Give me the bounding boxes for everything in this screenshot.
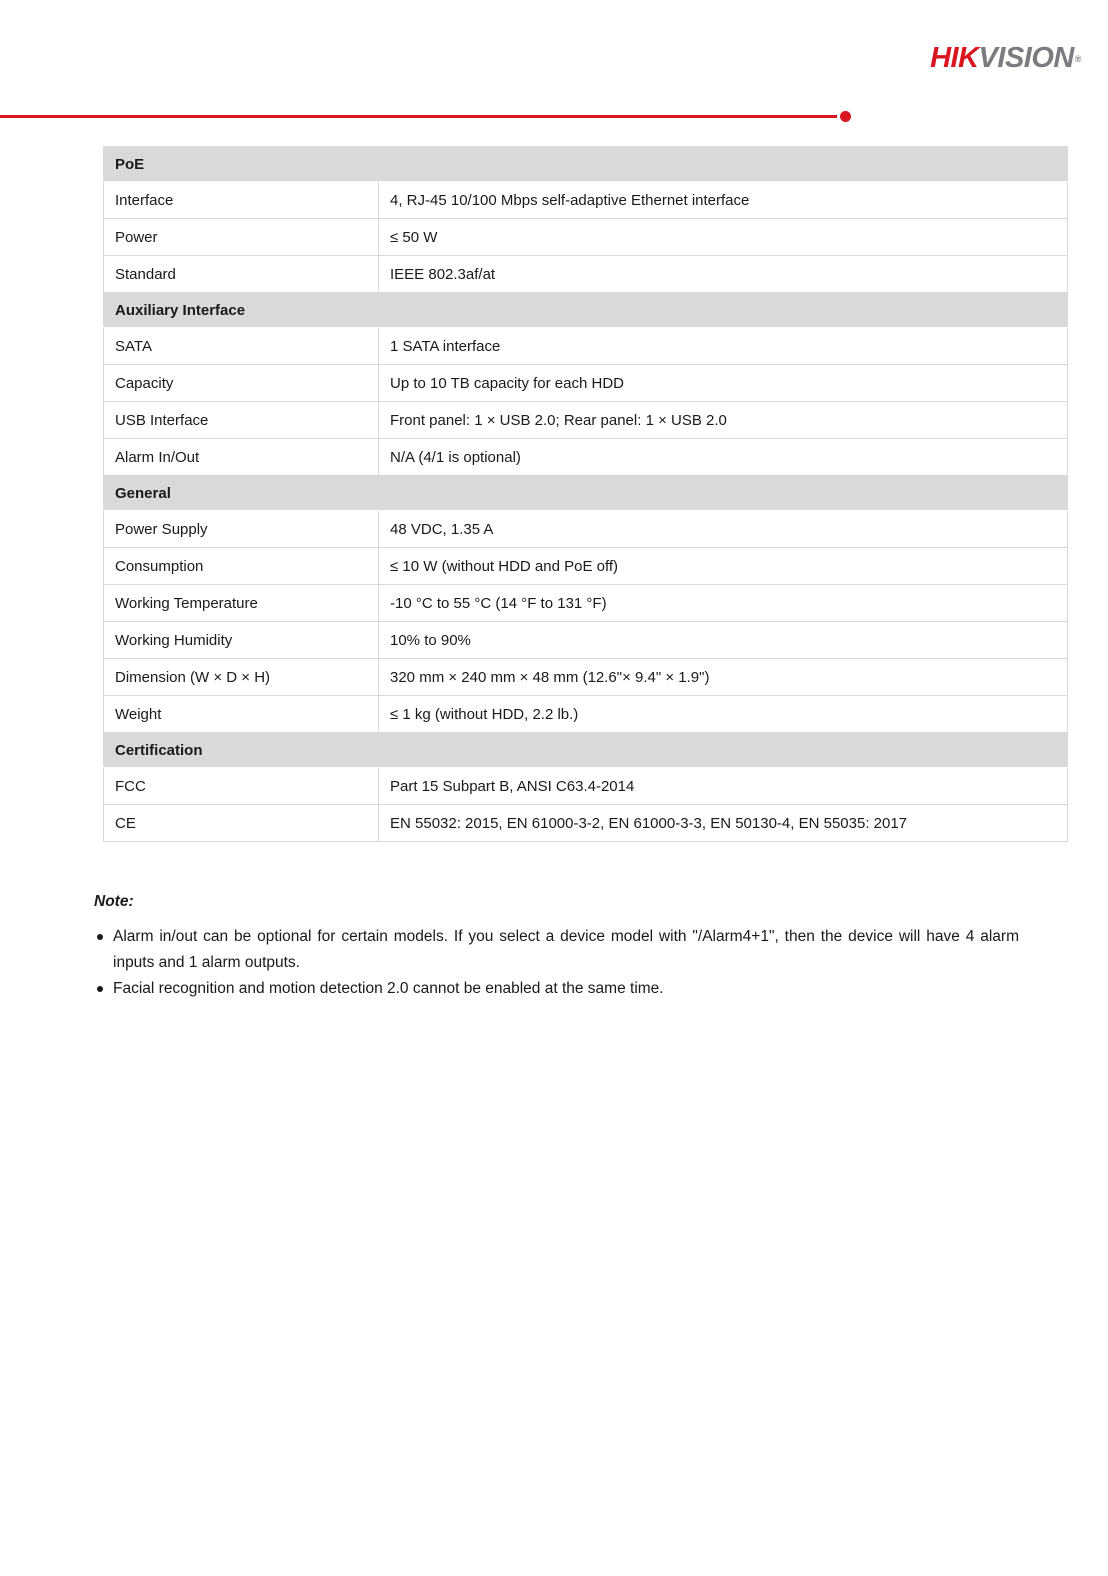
spec-value: IEEE 802.3af/at: [379, 256, 1068, 293]
table-row: [104, 219, 1068, 256]
spec-label: USB Interface: [104, 402, 379, 439]
note-title: Note:: [94, 893, 134, 910]
table-row: [104, 585, 1068, 622]
spec-label: Alarm In/Out: [104, 439, 379, 476]
table-row: [104, 622, 1068, 659]
section-title: Certification: [104, 733, 1068, 768]
note-list: [94, 924, 1019, 1002]
spec-value: -10 °C to 55 °C (14 °F to 131 °F): [379, 585, 1068, 622]
table-row: [104, 659, 1068, 696]
table-row: [104, 256, 1068, 293]
spec-value: ≤ 1 kg (without HDD, 2.2 lb.): [379, 696, 1068, 733]
spec-label: FCC: [104, 768, 379, 805]
spec-value: 10% to 90%: [379, 622, 1068, 659]
spec-label: Interface: [104, 182, 379, 219]
accent-rule: [0, 115, 837, 118]
spec-label: Weight: [104, 696, 379, 733]
table-row: [104, 805, 1068, 842]
spec-label: Dimension (W × D × H): [104, 659, 379, 696]
accent-rule-dot-icon: [840, 111, 851, 122]
spec-value: 4, RJ-45 10/100 Mbps self-adaptive Ethernet interface: [379, 182, 1068, 219]
spec-label: Power Supply: [104, 511, 379, 548]
spec-value: Up to 10 TB capacity for each HDD: [379, 365, 1068, 402]
table-row: [104, 402, 1068, 439]
spec-value: Front panel: 1 × USB 2.0; Rear panel: 1 × USB 2.0: [379, 402, 1068, 439]
section-title: PoE: [104, 147, 1068, 182]
table-row: [104, 511, 1068, 548]
section-header-general: [104, 476, 1068, 511]
spec-value: ≤ 50 W: [379, 219, 1068, 256]
section-title: Auxiliary Interface: [104, 293, 1068, 328]
spec-value: Part 15 Subpart B, ANSI C63.4-2014: [379, 768, 1068, 805]
spec-value: 1 SATA interface: [379, 328, 1068, 365]
spec-value: EN 55032: 2015, EN 61000-3-2, EN 61000-3-3, EN 50130-4, EN 55035: 2017: [379, 805, 1068, 842]
spec-value: ≤ 10 W (without HDD and PoE off): [379, 548, 1068, 585]
table-row: [104, 365, 1068, 402]
table-row: [104, 439, 1068, 476]
spec-value: 320 mm × 240 mm × 48 mm (12.6"× 9.4" × 1.9"): [379, 659, 1068, 696]
spec-label: Consumption: [104, 548, 379, 585]
section-header-poe: [104, 147, 1068, 182]
section-title: General: [104, 476, 1068, 511]
section-header-certification: [104, 733, 1068, 768]
spec-label: Working Temperature: [104, 585, 379, 622]
logo-vision-text: VISION: [978, 42, 1074, 74]
note-section: [94, 889, 1019, 1002]
table-row: [104, 182, 1068, 219]
spec-table: [103, 146, 1068, 842]
spec-label: Power: [104, 219, 379, 256]
table-row: [104, 768, 1068, 805]
spec-label: Working Humidity: [104, 622, 379, 659]
spec-label: CE: [104, 805, 379, 842]
spec-value: 48 VDC, 1.35 A: [379, 511, 1068, 548]
hikvision-logo: [930, 43, 1080, 74]
logo-hik-text: HIK: [930, 42, 979, 74]
note-bullet-facial: Facial recognition and motion detection 2.0 cannot be enabled at the same time.: [94, 976, 1019, 1002]
table-row: [104, 696, 1068, 733]
spec-label: Standard: [104, 256, 379, 293]
spec-label: SATA: [104, 328, 379, 365]
table-row: [104, 328, 1068, 365]
section-header-auxiliary-interface: [104, 293, 1068, 328]
spec-value: N/A (4/1 is optional): [379, 439, 1068, 476]
registered-trademark-icon: ®: [1074, 54, 1081, 64]
note-bullet-alarm: Alarm in/out can be optional for certain models. If you select a device model with "/Alarm4+1", then the device will have 4 alarm inputs and 1 alarm outputs.: [94, 924, 1019, 976]
table-row: [104, 548, 1068, 585]
spec-label: Capacity: [104, 365, 379, 402]
